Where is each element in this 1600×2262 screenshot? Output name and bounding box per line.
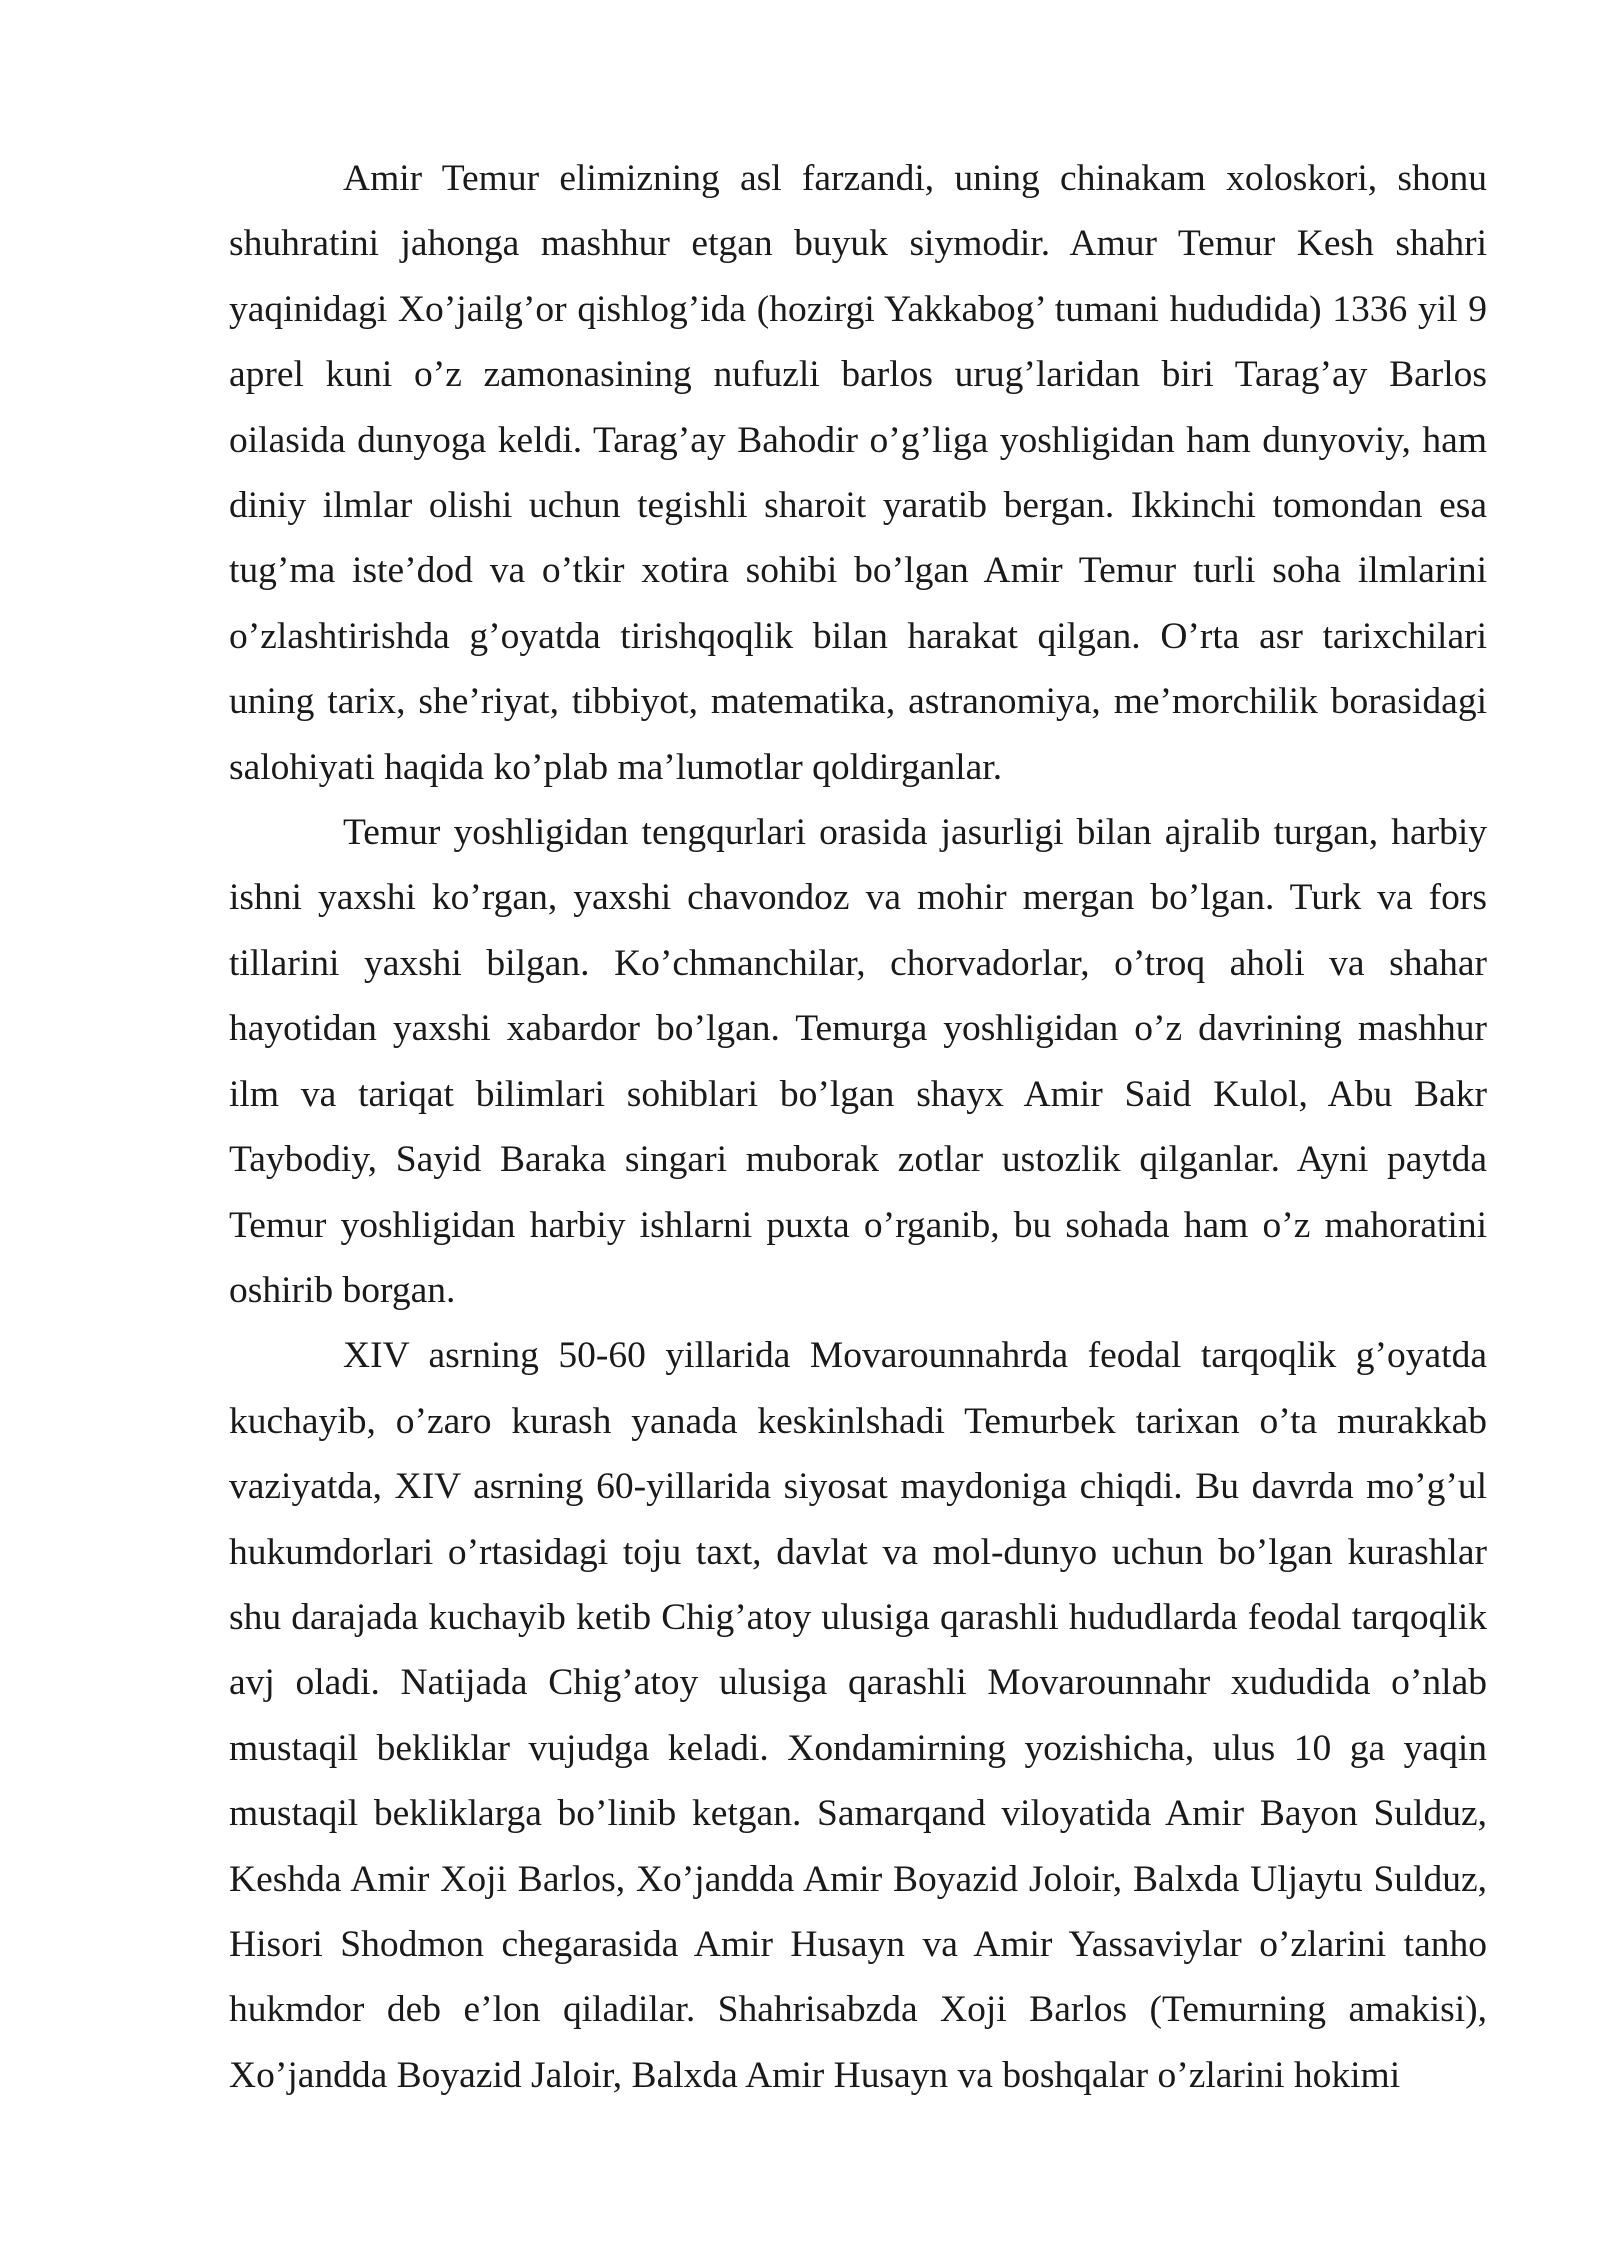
document-body	[229, 146, 1487, 2108]
paragraph-1: Amir Temur elimizning asl farzandi, uning chinakam xoloskori, shonu shuhratini jahonga mashhur etgan buyuk siymodir. Amur Temur Kesh shahri yaqinidagi Xo’jailg’or qishlog’ida (hozirgi Yakkabog’ tumani hududida) 1336 yil 9 aprel kuni o’z zamonasining nufuzli barlos urug’laridan biri Tarag’ay Barlos oilasida dunyoga keldi. Tarag’ay Bahodir o’g’liga yoshligidan ham dunyoviy, ham diniy ilmlar olishi uchun tegishli sharoit yaratib bergan. Ikkinchi tomondan esa tug’ma iste’dod va o’tkir xotira sohibi bo’lgan Amir Temur turli soha ilmlarini o’zlashtirishda g’oyatda tirishqoqlik bilan harakat qilgan. O’rta asr tarixchilari uning tarix, she’riyat, tibbiyot, matematika, astranomiya, me’morchilik borasidagi salohiyati haqida ko’plab ma’lumotlar qoldirganlar.	[229, 158, 1487, 788]
paragraph-3: XIV asrning 50-60 yillarida Movarounnahrda feodal tarqoqlik g’oyatda kuchayib, o’zaro kurash yanada keskinlshadi Temurbek tarixan o’ta murakkab vaziyatda, XIV asrning 60-yillarida siyosat maydoniga chiqdi. Bu davrda mo’g’ul hukumdorlari o’rtasidagi toju taxt, davlat va mol-dunyo uchun bo’lgan kurashlar shu darajada kuchayib ketib Chig’atoy ulusiga qarashli hududlarda feodal tarqoqlik avj oladi. Natijada Chig’atoy ulusiga qarashli Movarounnahr xududida o’nlab mustaqil bekliklar vujudga keladi. Xondamirning yozishicha, ulus 10 ga yaqin mustaqil bekliklarga bo’linib ketgan. Samarqand viloyatida Amir Bayon Sulduz, Keshda Amir Xoji Barlos, Xo’jandda Amir Boyazid Joloir, Balxda Uljaytu Sulduz, Hisori Shodmon chegarasida Amir Husayn va Amir Yassaviylar o’zlarini tanho hukmdor deb e’lon qiladilar. Shahrisabzda Xoji Barlos (Temurning amakisi), Xo’jandda Boyazid Jaloir, Balxda Amir Husayn va boshqalar o’zlarini hokimi	[229, 1335, 1487, 2096]
paragraph-2: Temur yoshligidan tengqurlari orasida jasurligi bilan ajralib turgan, harbiy ishni yaxshi ko’rgan, yaxshi chavondoz va mohir mergan bo’lgan. Turk va fors tillarini yaxshi bilgan. Ko’chmanchilar, chorvadorlar, o’troq aholi va shahar hayotidan yaxshi xabardor bo’lgan. Temurga yoshligidan o’z davrining mashhur ilm va tariqat bilimlari sohiblari bo’lgan shayx Amir Said Kulol, Abu Bakr Taybodiy, Sayid Baraka singari muborak zotlar ustozlik qilganlar. Ayni paytda Temur yoshligidan harbiy ishlarni puxta o’rganib, bu sohada ham o’z mahoratini oshirib borgan.	[229, 812, 1487, 1311]
